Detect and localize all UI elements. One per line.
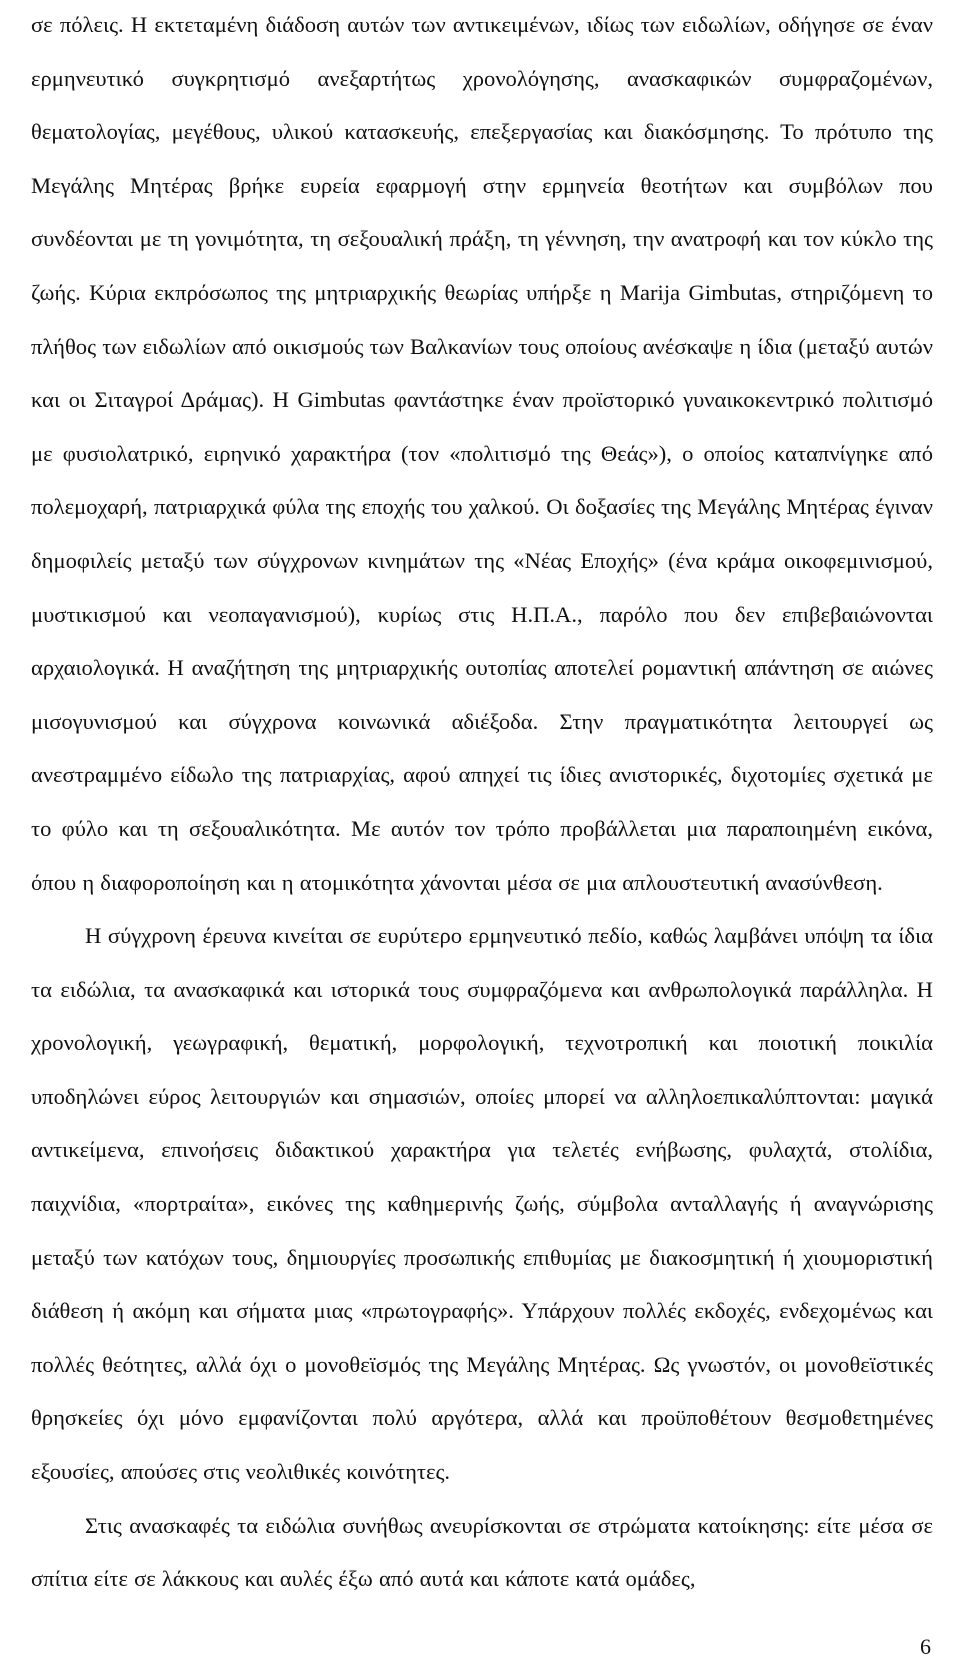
body-paragraph-3: Στις ανασκαφές τα ειδώλια συνήθως ανευρίσκονται σε στρώματα κατοίκησης: είτε μέσα σε σπίτια είτε σε λάκκους και αυλές έξω από αυτά και κάποτε κατά ομάδες, <box>31 1512 933 1592</box>
body-paragraph-1: σε πόλεις. Η εκτεταμένη διάδοση αυτών των αντικειμένων, ιδίως των ειδωλίων, οδήγησε σε έναν ερμηνευτικό συγκρητισμό ανεξαρτήτως χρονολόγησης, ανασκαφικών συμφραζομένων, θεματολογίας, μεγέθους, υλικού κατασκευής, επεξεργασίας και διακόσμησης. Το πρότυπο της Μεγάλης Μητέρας βρήκε ευρεία εφαρμογή στην ερμηνεία θεοτήτων και συμβόλων που συνδέονται με τη γονιμότητα, τη σεξουαλική πράξη, τη γέννηση, την ανατροφή και τον κύκλο της ζωής. Κύρια εκπρόσωπος της μητριαρχικής θεωρίας υπήρξε η Marija Gimbutas, στηριζόμενη το πλήθος των ειδωλίων από οικισμούς των Βαλκανίων τους οποίους ανέσκαψε η ίδια (μεταξύ αυτών και οι Σιταγροί Δράμας). Η Gimbutas φαντάστηκε έναν προϊστορικό γυναικοκεντρικό πολιτισμό με φυσιολατρικό, ειρηνικό χαρακτήρα (τον «πολιτισμό της Θεάς»), ο οποίος καταπνίγηκε από πολεμοχαρή, πατριαρχικά φύλα της εποχής του χαλκού. Οι δοξασίες της Μεγάλης Μητέρας έγιναν δημοφιλείς μεταξύ των σύγχρονων κινημάτων της «Νέας Εποχής» (ένα κράμα οικοφεμινισμού, μυστικισμού και νεοπαγανισμού), κυρίως στις Η.Π.Α., παρόλο που δεν επιβεβαιώνονται αρχαιολογικά. Η αναζήτηση της μητριαρχικής ουτοπίας αποτελεί ρομαντική απάντηση σε αιώνες μισογυνισμού και σύγχρονα κοινωνικά αδιέξοδα. Στην πραγματικότητα λειτουργεί ως ανεστραμμένο είδωλο της πατριαρχίας, αφού απηχεί τις ίδιες ανιστορικές, διχοτομίες σχετικά με το φύλο και τη σεξουαλικότητα. Με αυτόν τον τρόπο προβάλλεται μια παραποιημένη εικόνα, όπου η διαφοροποίηση και η ατομικότητα χάνονται μέσα σε μια απλουστευτική ανασύνθεση. <box>31 12 933 895</box>
body-paragraph-2: Η σύγχρονη έρευνα κινείται σε ευρύτερο ερμηνευτικό πεδίο, καθώς λαμβάνει υπόψη τα ίδια τα ειδώλια, τα ανασκαφικά και ιστορικά τους συμφραζόμενα και ανθρωπολογικά παράλληλα. Η χρονολογική, γεωγραφική, θεματική, μορφολογική, τεχνοτροπική και ποιοτική ποικιλία υποδηλώνει εύρος λειτουργιών και σημασιών, οποίες μπορεί να αλληλοεπικαλύπτονται: μαγικά αντικείμενα, επινοήσεις διδακτικού χαρακτήρα για τελετές ενήβωσης, φυλαχτά, στολίδια, παιχνίδια, «πορτραίτα», εικόνες της καθημερινής ζωής, σύμβολα ανταλλαγής ή αναγνώρισης μεταξύ των κατόχων τους, δημιουργίες προσωπικής επιθυμίας με διακοσμητική ή χιουμοριστική διάθεση ή ακόμη και σήματα μιας «πρωτογραφής». Υπάρχουν πολλές εκδοχές, ενδεχομένως και πολλές θεότητες, αλλά όχι ο μονοθεϊσμός της Μεγάλης Μητέρας. Ως γνωστόν, οι μονοθεϊστικές θρησκείες όχι μόνο εμφανίζονται πολύ αργότερα, αλλά και προϋποθέτουν θεσμοθετημένες εξουσίες, απούσες στις νεολιθικές κοινότητες. <box>31 923 933 1485</box>
document-page <box>31 0 933 1606</box>
page-number: 6 <box>920 1634 931 1659</box>
